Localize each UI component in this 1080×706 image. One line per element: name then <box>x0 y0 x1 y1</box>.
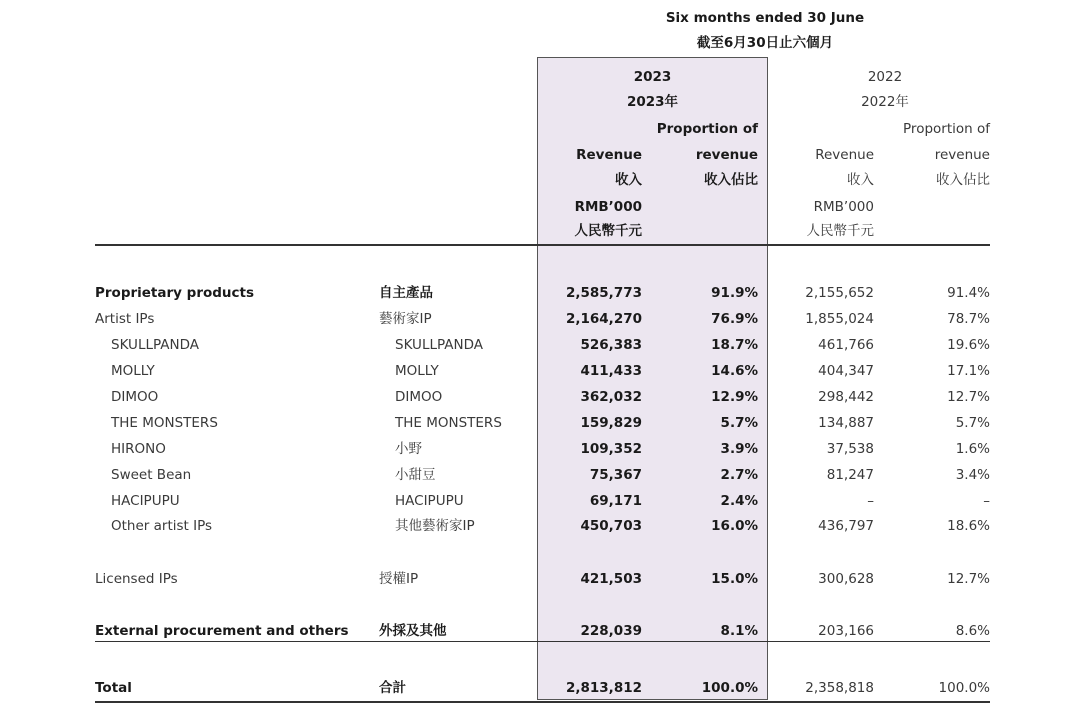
revenue-2022-cell: 298,442 <box>818 389 874 405</box>
revenue-2023-cell: 450,703 <box>580 518 642 534</box>
row-label-zh: 外採及其他 <box>379 623 447 639</box>
revenue-2022-cell: 81,247 <box>826 467 874 483</box>
revenue-2023-cell: 109,352 <box>580 441 642 457</box>
year-2023-label: 2023 <box>633 69 672 85</box>
total-top-divider <box>95 641 990 642</box>
total-bottom-divider <box>95 701 990 703</box>
row-label-en: HIRONO <box>111 441 166 457</box>
revenue-2023-cell: 362,032 <box>580 389 642 405</box>
proportion-2023-cell: 8.1% <box>720 623 758 639</box>
proportion-2022-cell: 8.6% <box>955 623 990 639</box>
row-label-en: THE MONSTERS <box>111 415 218 431</box>
total-label-zh: 合計 <box>379 680 406 696</box>
proportion-2022-cell: 5.7% <box>955 415 990 431</box>
proportion-2022-header-line2: revenue <box>934 147 990 163</box>
row-label-zh: SKULLPANDA <box>395 337 483 353</box>
proportion-2023-cell: 14.6% <box>711 363 758 379</box>
proportion-2022-cell: – <box>983 493 990 509</box>
proportion-2022-cell: 3.4% <box>955 467 990 483</box>
row-label-zh: MOLLY <box>395 363 439 379</box>
row-label-en: HACIPUPU <box>111 493 180 509</box>
revenue-2022-cell: 203,166 <box>818 623 874 639</box>
revenue-2022-header-zh: 收入 <box>847 172 874 188</box>
unit-2022-header: RMB’000 <box>813 199 874 215</box>
row-label-en: SKULLPANDA <box>111 337 199 353</box>
revenue-2023-cell: 2,585,773 <box>565 285 642 301</box>
year-2022-label: 2022 <box>867 69 903 85</box>
revenue-2022-header: Revenue <box>815 147 874 163</box>
period-heading-zh: 截至6月30日止六個月 <box>696 35 834 51</box>
proportion-2023-cell: 2.7% <box>720 467 758 483</box>
row-label-en: Proprietary products <box>95 285 255 301</box>
revenue-2023-cell: 526,383 <box>580 337 642 353</box>
row-label-zh: 自主產品 <box>379 285 433 301</box>
row-label-en: Licensed IPs <box>95 571 178 587</box>
proportion-2023-cell: 91.9% <box>711 285 758 301</box>
period-heading-en: Six months ended 30 June <box>665 10 865 26</box>
year-2023-label-zh: 2023年 <box>626 94 679 110</box>
revenue-2023-cell: 228,039 <box>580 623 642 639</box>
row-label-zh: DIMOO <box>395 389 443 405</box>
revenue-2022-cell: 134,887 <box>818 415 874 431</box>
proportion-2022-cell: 12.7% <box>947 571 990 587</box>
proportion-2023-cell: 76.9% <box>711 311 758 327</box>
proportion-2022-header-zh: 收入佔比 <box>936 172 990 188</box>
proportion-2022-cell: 1.6% <box>955 441 990 457</box>
proportion-2022-header-line1: Proportion of <box>903 121 990 137</box>
proportion-2023-cell: 12.9% <box>711 389 758 405</box>
total-revenue-2022: 2,358,818 <box>805 680 874 696</box>
proportion-2022-cell: 18.6% <box>947 518 990 534</box>
row-label-zh: 藝術家IP <box>379 311 432 327</box>
row-label-zh: 其他藝術家IP <box>395 518 475 534</box>
proportion-2023-header-zh: 收入佔比 <box>704 172 758 188</box>
row-label-zh: HACIPUPU <box>395 493 464 509</box>
revenue-2023-cell: 75,367 <box>589 467 642 483</box>
revenue-2022-cell: 436,797 <box>818 518 874 534</box>
proportion-2023-cell: 2.4% <box>720 493 758 509</box>
row-label-en: Artist IPs <box>95 311 155 327</box>
row-label-en: DIMOO <box>111 389 159 405</box>
row-label-zh: 小野 <box>395 441 422 457</box>
row-label-zh: 小甜豆 <box>395 467 436 483</box>
revenue-2022-cell: 1,855,024 <box>805 311 874 327</box>
revenue-2022-cell: 2,155,652 <box>805 285 874 301</box>
row-label-zh: 授權IP <box>379 571 419 587</box>
proportion-2023-header-line2: revenue <box>695 147 758 163</box>
proportion-2023-cell: 18.7% <box>711 337 758 353</box>
unit-2023-header: RMB’000 <box>574 199 642 215</box>
revenue-2023-cell: 159,829 <box>580 415 642 431</box>
total-label-en: Total <box>95 680 132 696</box>
row-label-zh: THE MONSTERS <box>395 415 502 431</box>
row-label-en: Sweet Bean <box>111 467 192 483</box>
total-proportion-2022: 100.0% <box>938 680 990 696</box>
row-label-en: Other artist IPs <box>111 518 213 534</box>
proportion-2022-cell: 17.1% <box>947 363 990 379</box>
proportion-2023-cell: 3.9% <box>720 441 758 457</box>
row-label-en: External procurement and others <box>95 623 349 639</box>
revenue-2022-cell: – <box>867 493 874 509</box>
proportion-2022-cell: 91.4% <box>947 285 990 301</box>
revenue-2022-cell: 404,347 <box>818 363 874 379</box>
unit-2023-header-zh: 人民幣千元 <box>574 223 642 239</box>
revenue-2023-cell: 411,433 <box>580 363 642 379</box>
proportion-2023-header-line1: Proportion of <box>656 121 758 137</box>
revenue-2023-cell: 69,171 <box>589 493 642 509</box>
revenue-2023-cell: 421,503 <box>580 571 642 587</box>
proportion-2022-cell: 19.6% <box>947 337 990 353</box>
revenue-2023-header-zh: 收入 <box>615 172 642 188</box>
revenue-2022-cell: 461,766 <box>818 337 874 353</box>
row-label-en: MOLLY <box>111 363 155 379</box>
total-proportion-2023: 100.0% <box>701 680 758 696</box>
proportion-2023-cell: 16.0% <box>711 518 758 534</box>
revenue-2022-cell: 37,538 <box>826 441 874 457</box>
total-revenue-2023: 2,813,812 <box>565 680 642 696</box>
revenue-2023-header: Revenue <box>576 147 642 163</box>
revenue-2022-cell: 300,628 <box>818 571 874 587</box>
unit-2022-header-zh: 人民幣千元 <box>806 223 874 239</box>
proportion-2022-cell: 78.7% <box>947 311 990 327</box>
proportion-2022-cell: 12.7% <box>947 389 990 405</box>
revenue-2023-cell: 2,164,270 <box>565 311 642 327</box>
year-2022-label-zh: 2022年 <box>861 94 909 110</box>
header-divider <box>95 244 990 246</box>
proportion-2023-cell: 15.0% <box>711 571 758 587</box>
proportion-2023-cell: 5.7% <box>720 415 758 431</box>
